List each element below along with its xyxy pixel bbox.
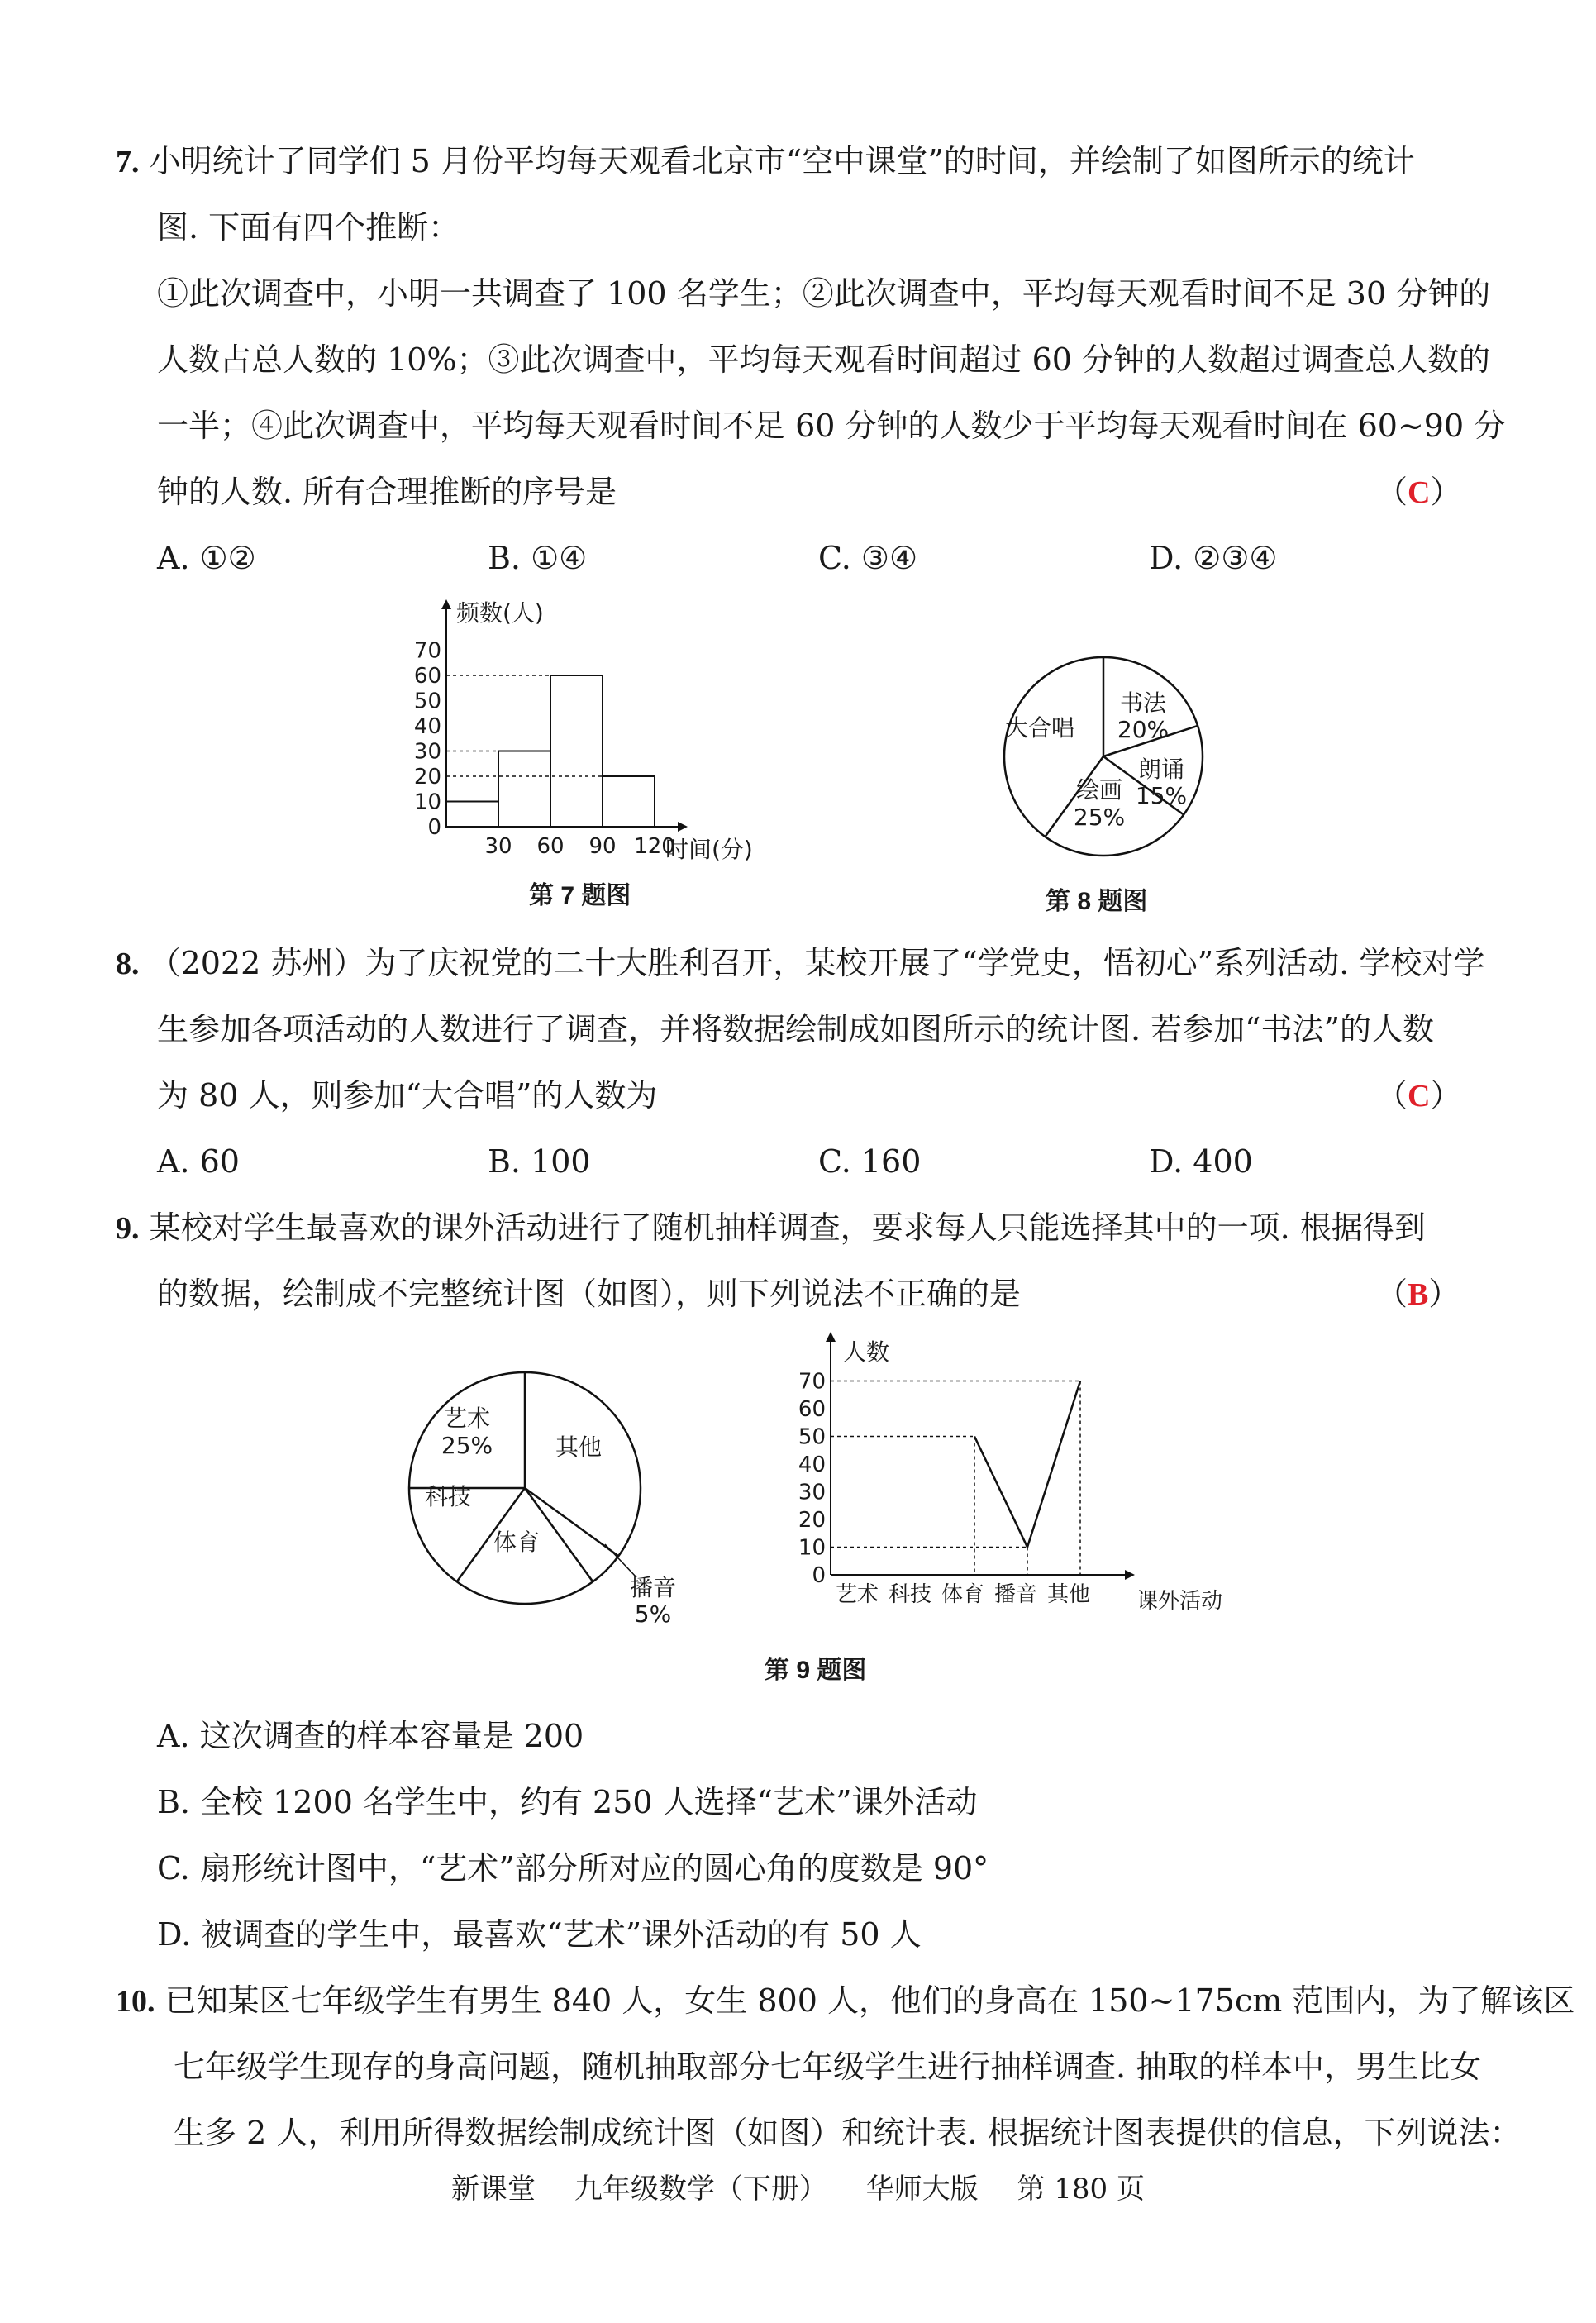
fig7-histogram [388,591,802,872]
fig7-bar [498,751,550,828]
q8-answer: C [1408,1079,1431,1114]
fig9-series-line [974,1381,1080,1548]
q10-line-2: 七年级学生现存的身高问题，随机抽取部分七年级学生进行抽样调查. 抽取的样本中，男生比女 [174,2049,1482,2085]
fig9-y-tick-label: 50 [798,1424,826,1450]
q9-number: 9. [116,1211,140,1246]
fig9-pie-percent: 5% [634,1600,672,1628]
fig9-x-tick-label: 其他 [1046,1582,1091,1607]
q8-option-a: A. 60 [157,1143,240,1180]
fig9-pie-label: 科技 [424,1483,472,1510]
q8-line-1: 8. （2022 苏州）为了庆祝党的二十大胜利召开，某校开展了“学党史，悟初心”系列活动. 学校对学 [116,945,1485,981]
fig7-x-arrow [678,822,688,832]
fig7-ylabel: 频数(人) [456,599,544,627]
q7-line-6: 钟的人数. 所有合理推断的序号是 [157,474,617,510]
fig9-pie-label: 其他 [555,1433,603,1461]
fig9-pie [388,1356,719,1645]
q7-number: 7. [116,145,140,179]
fig8-percent: 20% [1117,716,1170,743]
q8-line-2: 生参加各项活动的人数进行了调查，并将数据绘制成如图所示的统计图. 若参加“书法”的人数 [157,1011,1435,1047]
fig7-y-tick-label: 30 [413,739,441,765]
q9-line-1: 9. 某校对学生最喜欢的课外活动进行了随机抽样调查，要求每人只能选择其中的一项. 根据得到 [116,1209,1426,1246]
fig9-pie-leader [605,1544,636,1577]
fig8-caption: 第 8 题图 [1046,888,1148,915]
fig7-y-tick-label: 70 [413,638,441,664]
footer-publisher: 新课堂 [451,2173,536,2206]
fig9-y-tick-label: 0 [812,1563,826,1588]
q10-line-1: 10. 已知某区七年级学生有男生 840 人，女生 800 人，他们的身高在 150~175cm 范围内，为了解该区 [116,1982,1575,2019]
page-footer [0,2166,1596,2206]
fig9-x-tick-label: 播音 [993,1582,1038,1607]
fig7-bar [550,675,603,827]
fig9-pie-label: 播音 [629,1574,677,1601]
fig8-label: 朗诵 [1137,756,1185,783]
footer-edition: 华师大版 [865,2173,979,2206]
q7-option-c: C. ③④ [818,540,918,576]
fig9-x-arrow [1125,1570,1135,1580]
fig7-x-tick-label: 60 [536,834,565,859]
footer-page: 第 180 页 [1017,2173,1145,2206]
q10-line-3: 生多 2 人，利用所得数据绘制成统计图（如图）和统计表. 根据统计图表提供的信息，下列说法： [174,2115,1522,2151]
q7-line-3: ①此次调查中，小明一共调查了 100 名学生；②此次调查中，平均每天观看时间不足 30 分钟的 [157,275,1491,312]
q8-option-d: D. 400 [1149,1143,1253,1180]
q8-option-b: B. 100 [488,1143,591,1180]
q7-answer-paren: （C） [1376,474,1462,510]
q9-option-a: A. 这次调查的样本容量是 200 [157,1718,584,1754]
fig9-xlabel: 课外活动 [1136,1589,1223,1614]
fig9-y-tick-label: 30 [798,1480,826,1505]
q7-line-5: 一半；④此次调查中，平均每天观看时间不足 60 分钟的人数少于平均每天观看时间在 60~90 分 [157,408,1506,444]
fig8-label: 书法 [1119,689,1167,717]
q9-answer: B [1408,1277,1429,1312]
fig9-x-tick-label: 体育 [941,1582,985,1607]
fig8-percent: 15% [1135,782,1188,809]
fig9-x-tick-label: 艺术 [835,1582,879,1607]
fig9-pie-label: 体育 [493,1529,541,1556]
q7-option-b: B. ①④ [488,540,588,576]
q9-option-d: D. 被调查的学生中，最喜欢“艺术”课外活动的有 50 人 [157,1916,922,1953]
fig7-bar [446,802,498,828]
fig7-y-arrow [441,599,451,609]
fig7-y-tick-label: 10 [413,789,441,815]
fig8-pie [992,645,1215,868]
fig9-pie-label: 艺术 [443,1405,491,1432]
q8-option-c: C. 160 [818,1143,922,1180]
fig8-label: 大合唱 [1004,714,1075,742]
fig9-ylabel: 人数 [843,1338,890,1366]
fig7-y-tick-label: 60 [413,664,441,689]
fig7-y-tick-label: 0 [427,815,441,840]
fig7-y-tick-label: 40 [413,714,441,739]
q7-line-2: 图. 下面有四个推断： [157,209,460,246]
fig9-y-tick-label: 40 [798,1452,826,1477]
fig7-bar [603,776,655,827]
q7-option-d: D. ②③④ [1149,540,1278,576]
q10-number: 10. [116,1984,155,2019]
fig7-x-tick-label: 120 [634,834,675,859]
fig9-y-tick-label: 20 [798,1508,826,1533]
q8-answer-paren: （C） [1376,1077,1462,1114]
q7-option-a: A. ①② [157,540,256,576]
q7-line-1: 7. 小明统计了同学们 5 月份平均每天观看北京市“空中课堂”的时间，并绘制了如图所示的统计 [116,143,1415,179]
q9-option-b: B. 全校 1200 名学生中，约有 250 人选择“艺术”课外活动 [157,1784,978,1820]
fig7-caption: 第 7 题图 [529,882,631,909]
fig7-y-tick-label: 20 [413,765,441,789]
fig7-x-tick-label: 90 [588,834,617,859]
fig7-x-tick-label: 30 [484,834,512,859]
fig8-label: 绘画 [1075,776,1123,804]
fig9-y-tick-label: 10 [798,1535,826,1561]
fig9-y-arrow [826,1332,836,1342]
fig8-percent: 25% [1073,804,1126,831]
fig7-y-tick-label: 50 [413,689,441,714]
q7-answer: C [1408,475,1431,510]
q9-answer-paren: （B） [1376,1276,1460,1312]
fig7-xlabel: 时间(分) [665,836,753,863]
fig9-pie-percent: 25% [441,1432,493,1459]
fig9-x-tick-label: 科技 [888,1582,932,1607]
fig9-caption: 第 9 题图 [765,1657,867,1684]
fig9-y-tick-label: 70 [798,1369,826,1395]
fig9-line-chart [781,1327,1244,1629]
q8-line-3: 为 80 人，则参加“大合唱”的人数为 [157,1077,658,1114]
footer-book: 九年级数学（下册） [574,2173,827,2206]
fig9-y-tick-label: 60 [798,1397,826,1422]
q9-option-c: C. 扇形统计图中，“艺术”部分所对应的圆心角的度数是 90° [157,1850,989,1887]
q9-line-2: 的数据，绘制成不完整统计图（如图），则下列说法不正确的是 [157,1276,1022,1312]
q7-line-4: 人数占总人数的 10%；③此次调查中，平均每天观看时间超过 60 分钟的人数超过调查总人数的 [157,341,1491,378]
q8-number: 8. [116,947,140,981]
